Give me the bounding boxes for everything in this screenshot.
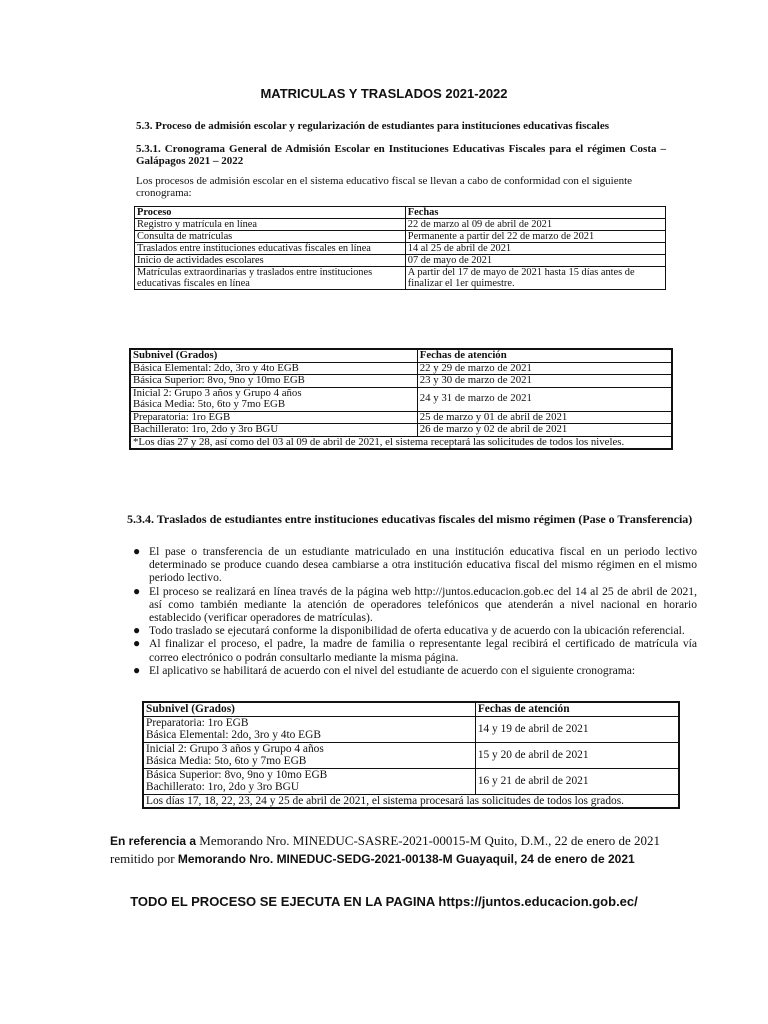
bullet-icon: ● (133, 583, 141, 598)
bullet-icon: ● (133, 623, 141, 638)
bullet-icon: ● (133, 662, 141, 677)
table-note: *Los días 27 y 28, así como del 03 al 09 de abril de 2021, el sistema receptará las solicitudes de todos los niveles. (130, 436, 672, 449)
list-item (131, 585, 697, 625)
reference-memo-sedg: Memorando Nro. MINEDUC-SEDG-2021-00138-M Guayaquil, 24 de enero de 2021 (177, 852, 635, 866)
table-row (135, 267, 666, 290)
table-note: Los días 17, 18, 22, 23, 24 y 25 de abril de 2021, el sistema procesará las solicitudes de todos los grados. (143, 794, 679, 808)
column-header-process: Proceso (135, 207, 406, 219)
page-title: MATRICULAS Y TRASLADOS 2021-2022 (260, 86, 508, 101)
table-cell: Matrículas extraordinarias y traslados entre instituciones educativas fiscales en línea (135, 267, 406, 290)
table-cell: Básica Superior: 8vo, 9no y 10mo EGB Bachillerato: 1ro, 2do y 3ro BGU (143, 768, 475, 794)
table-header-row (130, 349, 672, 362)
table-cell: 22 y 29 de marzo de 2021 (417, 362, 672, 375)
table-cell: 24 y 31 de marzo de 2021 (417, 387, 672, 411)
section-5-3-4-heading: 5.3.4. Traslados de estudiantes entre instituciones educativas fiscales del mismo régimen (Pase o Transferencia) (127, 512, 693, 526)
table-row (130, 387, 672, 411)
table-row (130, 362, 672, 375)
table-cell: Registro y matrícula en línea (135, 219, 406, 231)
table-cell: Inicial 2: Grupo 3 años y Grupo 4 años Básica Media: 5to, 6to y 7mo EGB (143, 742, 475, 768)
table-cell: 07 de mayo de 2021 (405, 255, 665, 267)
reference-lead: En referencia a (110, 834, 197, 848)
reference-memo-sasre: Memorando Nro. MINEDUC-SASRE-2021-00015-M Quito, D.M., 22 de enero de 2021 remitido por (110, 833, 661, 866)
admission-schedule-table (134, 206, 666, 290)
table-header-row (143, 702, 679, 716)
column-header-attention-dates: Fechas de atención (475, 702, 679, 716)
table-cell: 16 y 21 de abril de 2021 (475, 768, 679, 794)
table-cell: Básica Elemental: 2do, 3ro y 4to EGB (130, 362, 417, 375)
column-header-sublevel: Subnivel (Grados) (130, 349, 417, 362)
list-item-text: El pase o transferencia de un estudiante matriculado en una institución educativa fiscal en un periodo lectivo determinado se produce cuando desea cambiarse a otra institución educativa fiscal del mismo régimen en el mismo periodo lectivo. (149, 545, 697, 585)
table-cell: 25 de marzo y 01 de abril de 2021 (417, 411, 672, 424)
table-note-row (143, 794, 679, 808)
table-row (143, 716, 679, 742)
bullet-icon: ● (133, 544, 141, 558)
table-cell: Inicial 2: Grupo 3 años y Grupo 4 años Básica Media: 5to, 6to y 7mo EGB (130, 387, 417, 411)
list-item-text: El proceso se realizará en línea través de la página web http://juntos.educacion.gob.ec del 14 al 25 de abril de 2021, así como también mediante la atención de operadores telefónicos que atenderán a nivel nacional en horario establecido (verificar operadores de matrículas). (149, 584, 697, 625)
table-cell: 26 de marzo y 02 de abril de 2021 (417, 424, 672, 437)
list-item-text: El aplicativo se habilitará de acuerdo con el nivel del estudiante de acuerdo con el siguiente cronograma: (149, 663, 636, 677)
column-header-attention-dates: Fechas de atención (417, 349, 672, 362)
table-cell: Inicio de actividades escolares (135, 255, 406, 267)
intro-paragraph: Los procesos de admisión escolar en el sistema educativo fiscal se llevan a cabo de conformidad con el siguiente cronograma: (136, 175, 633, 199)
table-cell: 14 y 19 de abril de 2021 (475, 716, 679, 742)
table-row (130, 411, 672, 424)
table-note-row (130, 436, 672, 449)
table-row (143, 742, 679, 768)
section-5-3-1-heading: 5.3.1. Cronograma General de Admisión Escolar en Instituciones Educativas Fiscales para el régimen Costa – Galápagos 2021 – 2022 (136, 143, 666, 167)
table-cell: 23 y 30 de marzo de 2021 (417, 375, 672, 388)
table-cell: A partir del 17 de mayo de 2021 hasta 15 días antes de finalizar el 1er quimestre. (405, 267, 665, 290)
table-row (135, 243, 666, 255)
table-row (130, 424, 672, 437)
table-cell: Permanente a partir del 22 de marzo de 2021 (405, 231, 665, 243)
list-item-text: Todo traslado se ejecutará conforme la disponibilidad de oferta educativa y de acuerdo con la ubicación referencial. (149, 624, 685, 638)
table-cell: 14 al 25 de abril de 2021 (405, 243, 665, 255)
table-row (143, 768, 679, 794)
table-cell: Traslados entre instituciones educativas fiscales en línea (135, 243, 406, 255)
list-item (131, 624, 697, 637)
section-5-3-heading: 5.3. Proceso de admisión escolar y regularización de estudiantes para instituciones educativas fiscales (136, 120, 609, 132)
bullet-icon: ● (133, 636, 141, 651)
list-item (131, 664, 697, 677)
table-row (135, 231, 666, 243)
table-cell: 15 y 20 de abril de 2021 (475, 742, 679, 768)
table-row (130, 375, 672, 388)
transfer-schedule-table (142, 701, 680, 809)
table-cell: Preparatoria: 1ro EGB (130, 411, 417, 424)
table-cell: Consulta de matrículas (135, 231, 406, 243)
list-item (131, 545, 697, 585)
table-row (135, 255, 666, 267)
column-header-sublevel: Subnivel (Grados) (143, 702, 475, 716)
list-item (131, 637, 697, 663)
table-cell: Preparatoria: 1ro EGB Básica Elemental: 2do, 3ro y 4to EGB (143, 716, 475, 742)
attention-dates-table (129, 348, 673, 450)
table-row (135, 219, 666, 231)
table-header-row (135, 207, 666, 219)
reference-paragraph (110, 832, 670, 868)
bullet-list (131, 545, 697, 677)
footer-note: TODO EL PROCESO SE EJECUTA EN LA PAGINA https://juntos.educacion.gob.ec/ (130, 894, 638, 909)
table-cell: Bachillerato: 1ro, 2do y 3ro BGU (130, 424, 417, 437)
list-item-text: Al finalizar el proceso, el padre, la madre de familia o representante legal recibirá el certificado de matrícula vía correo electrónico o podrán consultarlo mediante la misma página. (149, 637, 697, 664)
column-header-dates: Fechas (405, 207, 665, 219)
table-cell: 22 de marzo al 09 de abril de 2021 (405, 219, 665, 231)
table-cell: Básica Superior: 8vo, 9no y 10mo EGB (130, 375, 417, 388)
